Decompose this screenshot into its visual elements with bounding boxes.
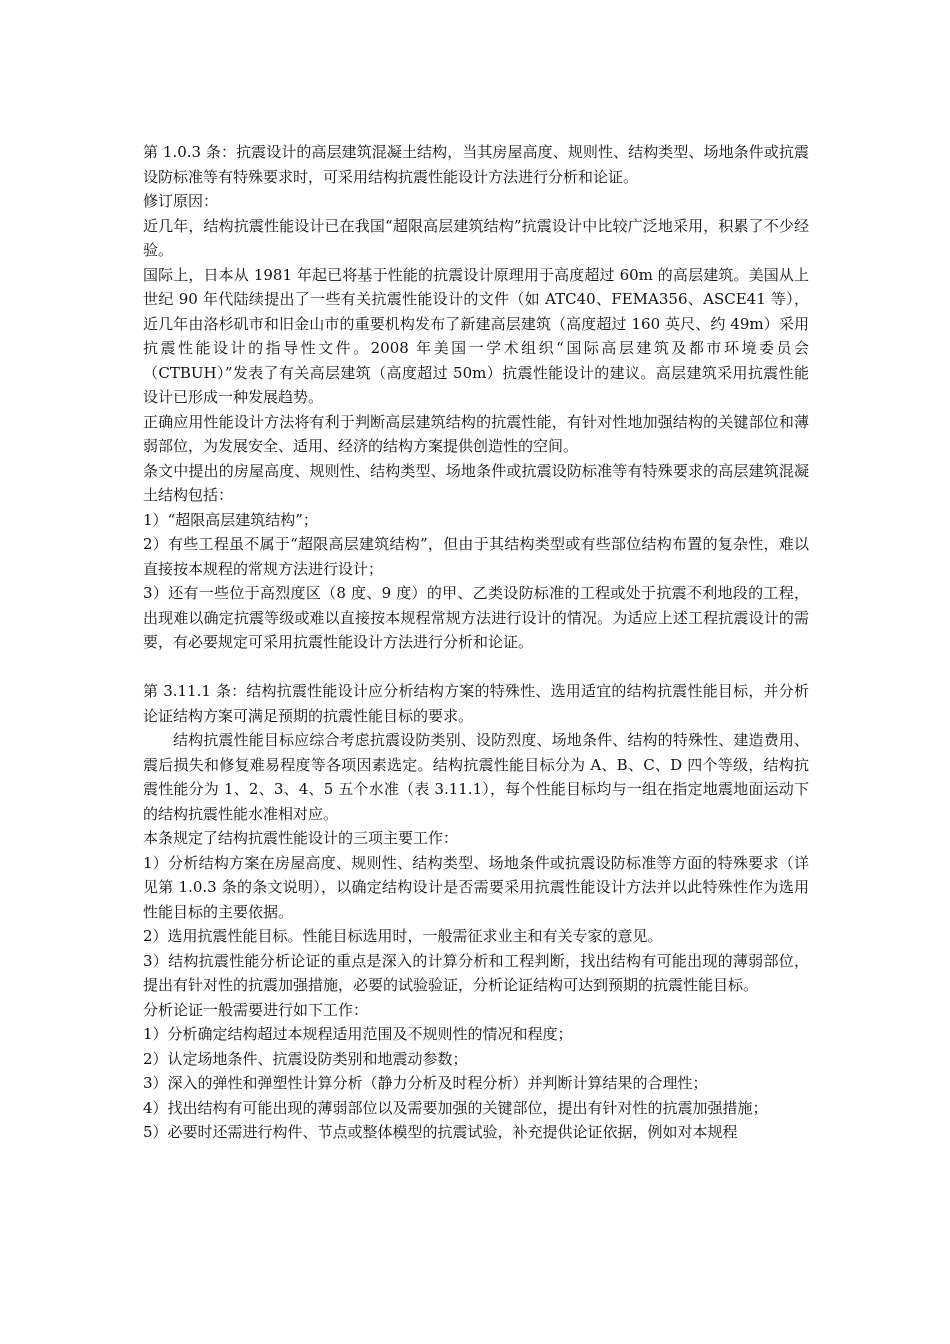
list-item: 1）“超限高层建筑结构”； xyxy=(143,510,318,529)
list-item: 2）选用抗震性能目标。性能目标选用时，一般需征求业主和有关专家的意见。 xyxy=(143,927,663,945)
revision-reason-label: 修订原因： xyxy=(143,192,219,210)
list-item: 5）必要时还需进行构件、节点或整体模型的抗震试验，补充提供论证依据，例如对本规程 xyxy=(143,1123,738,1141)
paragraph: 国际上，日本从 1981 年起已将基于性能的抗震设计原理用于高度超过 60m 的高层建筑。美国从上世纪 90 年代陆续提出了一些有关抗震性能设计的文件（如 ATC40、FEMA356、ASCE41 等），近几年由洛杉矶市和旧金山市的重要机构发布了新建高层建筑（高度超过 160 英尺、约 49m）采用抗震性能设计的指导性文件。2008 年美国一学术组织“国际高层建筑及都市环境委员会（CTBUH）”发表了有关高层建筑（高度超过 50m）抗震性能设计的建议。高层建筑采用抗震性能设计已形成一种发展趋势。 xyxy=(143,265,809,406)
paragraph: 分析论证一般需要进行如下工作： xyxy=(143,1000,369,1019)
list-item: 2）认定场地条件、抗震设防类别和地震动参数； xyxy=(143,1049,468,1068)
list-item: 1）分析结构方案在房屋高度、规则性、结构类型、场地条件或抗震设防标准等方面的特殊要求（详见第 1.0.3 条的条文说明），以确定结构设计是否需要采用抗震性能设计方法并以此特殊性作为选用性能目标的主要依据。 xyxy=(143,853,809,921)
list-item: 2）有些工程虽不属于“超限高层建筑结构”，但由于其结构类型或有些部位结构布置的复杂性，难以直接按本规程的常规方法进行设计； xyxy=(143,535,809,578)
performance-goal-intro: 结构抗震性能目标应综合考虑抗震设防类别、设防烈度、场地条件、结构的特殊性、建造费用、震后损失和修复难易程度等各项因素选定。结构抗震性能目标分为 A、B、C、D 四个等级，结构抗震性能分为 1、2、3、4、5 五个水准（表 3.11.1），每个性能目标均与一组在指定地震地面运动下的结构抗震性能水准相对应。 xyxy=(143,731,809,823)
paragraph: 正确应用性能设计方法将有利于判断高层建筑结构的抗震性能，有针对性地加强结构的关键部位和薄弱部位，为发展安全、适用、经济的结构方案提供创造性的空间。 xyxy=(143,412,809,455)
list-item: 3）还有一些位于高烈度区（8 度、9 度）的甲、乙类设防标准的工程或处于抗震不利地段的工程，出现难以确定抗震等级或难以直接按本规程常规方法进行设计的情况。为适应上述工程抗震设计的需要，有必要规定可采用抗震性能设计方法进行分析和论证。 xyxy=(143,584,809,651)
section-spacer xyxy=(143,655,809,680)
clause-3-11-1: 第 3.11.1 条：结构抗震性能设计应分析结构方案的特殊性、选用适宜的结构抗震性能目标，并分析论证结构方案可满足预期的抗震性能目标的要求。 xyxy=(143,682,809,725)
list-item: 1）分析确定结构超过本规程适用范围及不规则性的情况和程度； xyxy=(143,1025,573,1043)
list-item: 3）结构抗震性能分析论证的重点是深入的计算分析和工程判断，找出结构有可能出现的薄弱部位，提出有针对性的抗震加强措施，必要的试验验证，分析论证结构可达到预期的抗震性能目标。 xyxy=(143,951,809,994)
paragraph: 本条规定了结构抗震性能设计的三项主要工作： xyxy=(143,829,459,847)
list-item: 3）深入的弹性和弹塑性计算分析（静力分析及时程分析）并判断计算结果的合理性； xyxy=(143,1074,708,1092)
clause-1-0-3: 第 1.0.3 条：抗震设计的高层建筑混凝土结构，当其房屋高度、规则性、结构类型、场地条件或抗震设防标准等有特殊要求时，可采用结构抗震性能设计方法进行分析和论证。 xyxy=(143,143,809,186)
document-page xyxy=(143,140,809,1145)
paragraph: 条文中提出的房屋高度、规则性、结构类型、场地条件或抗震设防标准等有特殊要求的高层建筑混凝土结构包括： xyxy=(143,461,809,504)
list-item: 4）找出结构有可能出现的薄弱部位以及需要加强的关键部位，提出有针对性的抗震加强措施； xyxy=(143,1098,768,1117)
paragraph: 近几年，结构抗震性能设计已在我国“超限高层建筑结构”抗震设计中比较广泛地采用，积累了不少经验。 xyxy=(143,216,809,259)
